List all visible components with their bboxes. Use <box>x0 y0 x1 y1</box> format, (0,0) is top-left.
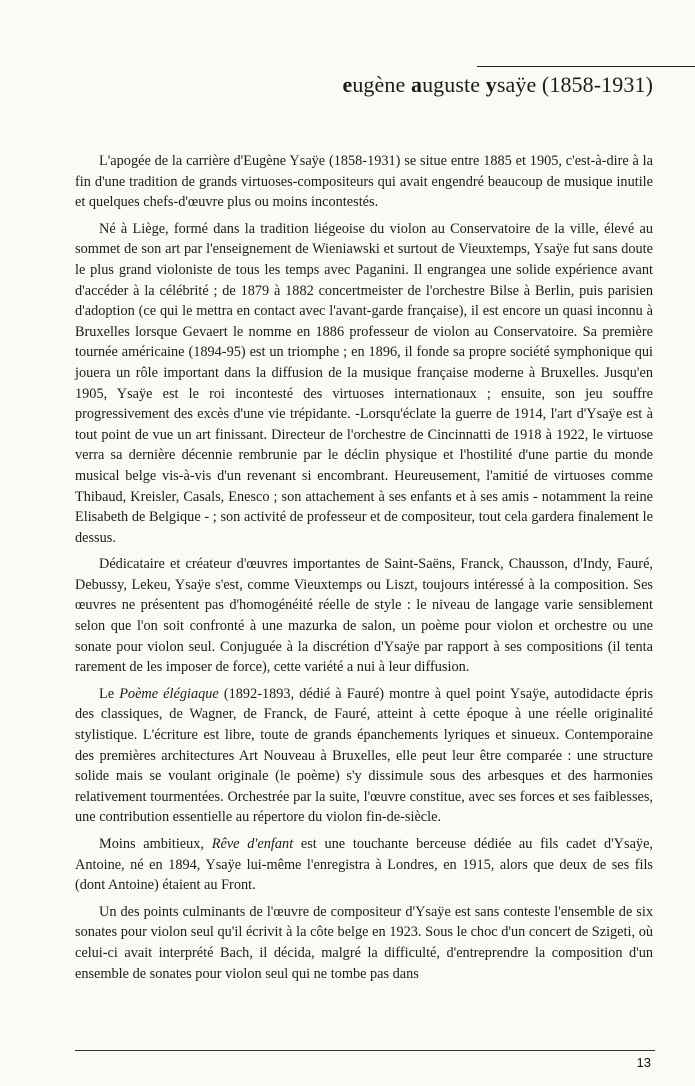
paragraph-5 <box>75 834 653 896</box>
paragraph-text: (1892-1893, dédié à Fauré) montre à quel point Ysaÿe, autodidacte épris des classiques, de Wagner, de Franck, de Fauré, atteint à cette époque à une réelle originalité stylistique. L'écriture est libre, toute de grands épanchements lyriques et sinueux. Contemporaine des premières architectures Art Nouveau à Bruxelles, elle peut leur être comparée : une structure solide mais se voulant originale (le poème) s'y dissimule sous des arbesques et des harmonies relativement tourmentées. Orchestrée par la suite, l'œuvre constitue, avec ses forces et ses faiblesses, une contribution essentielle au répertore du violon fin-de-siècle. <box>75 685 654 826</box>
title-word-1: ugène <box>352 72 411 97</box>
article-body <box>75 151 653 990</box>
title-initial-y: y <box>485 72 497 97</box>
title-initial-e: e <box>342 72 353 97</box>
paragraph-text: Le <box>99 685 120 702</box>
paragraph-text: Moins ambitieux, <box>99 836 212 852</box>
paragraph-text: Dédicataire et créateur d'œuvres importantes de Saint-Saëns, Franck, Chausson, d'Indy, Fauré, Debussy, Lekeu, Ysaÿe s'est, comme Vieuxtemps ou Liszt, toujours intéressé à la composition. Ses œuvres ne présentent pas d'homogénéité réelle de style : le niveau de langage varie sensiblement selon que l'on soit confronté à une mazurka de salon, un poème pour violon et orchestre ou une sonate pour violon seul. Conjuguée à la discrétion d'Ysaÿe par rapport à ses compositions (il tenta rarement de les imposer de force), cette variété a nui à leur diffusion. <box>75 556 653 676</box>
paragraph-text: est une touchante berceuse dédiée au fils cadet d'Ysaÿe, Antoine, né en 1894, Ysaÿe lui-même l'enregistra à Londres, en 1915, alors que deux de ses fils (dont Antoine) étaient au Front. <box>75 836 653 894</box>
paragraph-4 <box>75 684 653 828</box>
page-number: 13 <box>636 1055 651 1070</box>
title-initial-a: a <box>410 72 423 97</box>
title-word-2: uguste <box>422 72 486 97</box>
paragraph-text: Un des points culminants de l'œuvre de compositeur d'Ysaÿe est sans conteste l'ensemble de six sonates pour violon seul qu'il écrivit à la côte belge en 1923. Sous le choc d'un concert de Szigeti, où celui-ci avait interprété Bach, il décida, malgré la difficulté, d'entreprendre la composition d'un ensemble de sonates pour violon seul qui ne tombe pas dans <box>75 903 653 982</box>
paragraph-2 <box>75 219 653 549</box>
work-title-poeme-elegiaque: Poème élégiaque <box>119 685 219 702</box>
header-rule <box>477 66 695 67</box>
paragraph-6 <box>75 902 653 984</box>
paragraph-text: L'apogée de la carrière d'Eugène Ysaÿe (1858-1931) se situe entre 1885 et 1905, c'est-à-dire à la fin d'une tradition de grands virtuoses-compositeurs qui avait engendré beaucoup de musique inutile et quelques chefs-d'œuvre plus ou moins incontestés. <box>75 153 653 211</box>
page-title <box>342 72 653 98</box>
paragraph-3 <box>75 554 653 678</box>
paragraph-text: Né à Liège, formé dans la tradition liégeoise du violon au Conservatoire de la ville, élevé au sommet de son art par l'enseignement de Wieniawski et surtout de Vieuxtemps, Ysaÿe fut sans doute le plus grand violoniste de tous les temps avec Paganini. Il engrangea une solide expérience avant d'accéder à la célébrité ; de 1879 à 1882 concertmeister de l'orchestre Bilse à Berlin, puis parisien d'adoption (ce qui le mettra en contact avec l'avant-garde française), il est encore un quasi inconnu à Bruxelles lorsque Gevaert le nomme en 1886 professeur de violon au Conservatoire. Sa première tournée américaine (1894-95) est un triomphe ; en 1896, il fonde sa propre société symphonique qui jouera un rôle important dans la diffusion de la musique française moderne à Bruxelles. Jusqu'en 1905, Ysaÿe est le roi incontesté des virtuoses internationaux ; ensuite, son jeu souffre progressivement des excès d'une vie trépidante. -Lorsqu'éclate la guerre de 1914, l'art d'Ysaÿe est à tout point de vue un art finissant. Directeur de l'orchestre de Cincinnatti de 1918 à 1922, le virtuose verra sa dernière décennie rembrunie par le déclin physique et l'hostilité d'une partie du monde musical belge vis-à-vis d'un revenant si encombrant. Heureusement, l'amitié de virtuoses comme Thibaud, Kreisler, Casals, Enesco ; son attachement à ses enfants et à ses amis - notamment la reine Elisabeth de Belgique - ; son activité de professeur et de compositeur, tout cela gardera finalement le dessus. <box>75 220 653 546</box>
footer-rule <box>75 1050 655 1051</box>
paragraph-1 <box>75 151 653 213</box>
work-title-reve-d-enfant: Rêve d'enfant <box>211 836 294 852</box>
title-word-3: saÿe (1858-1931) <box>496 72 653 97</box>
